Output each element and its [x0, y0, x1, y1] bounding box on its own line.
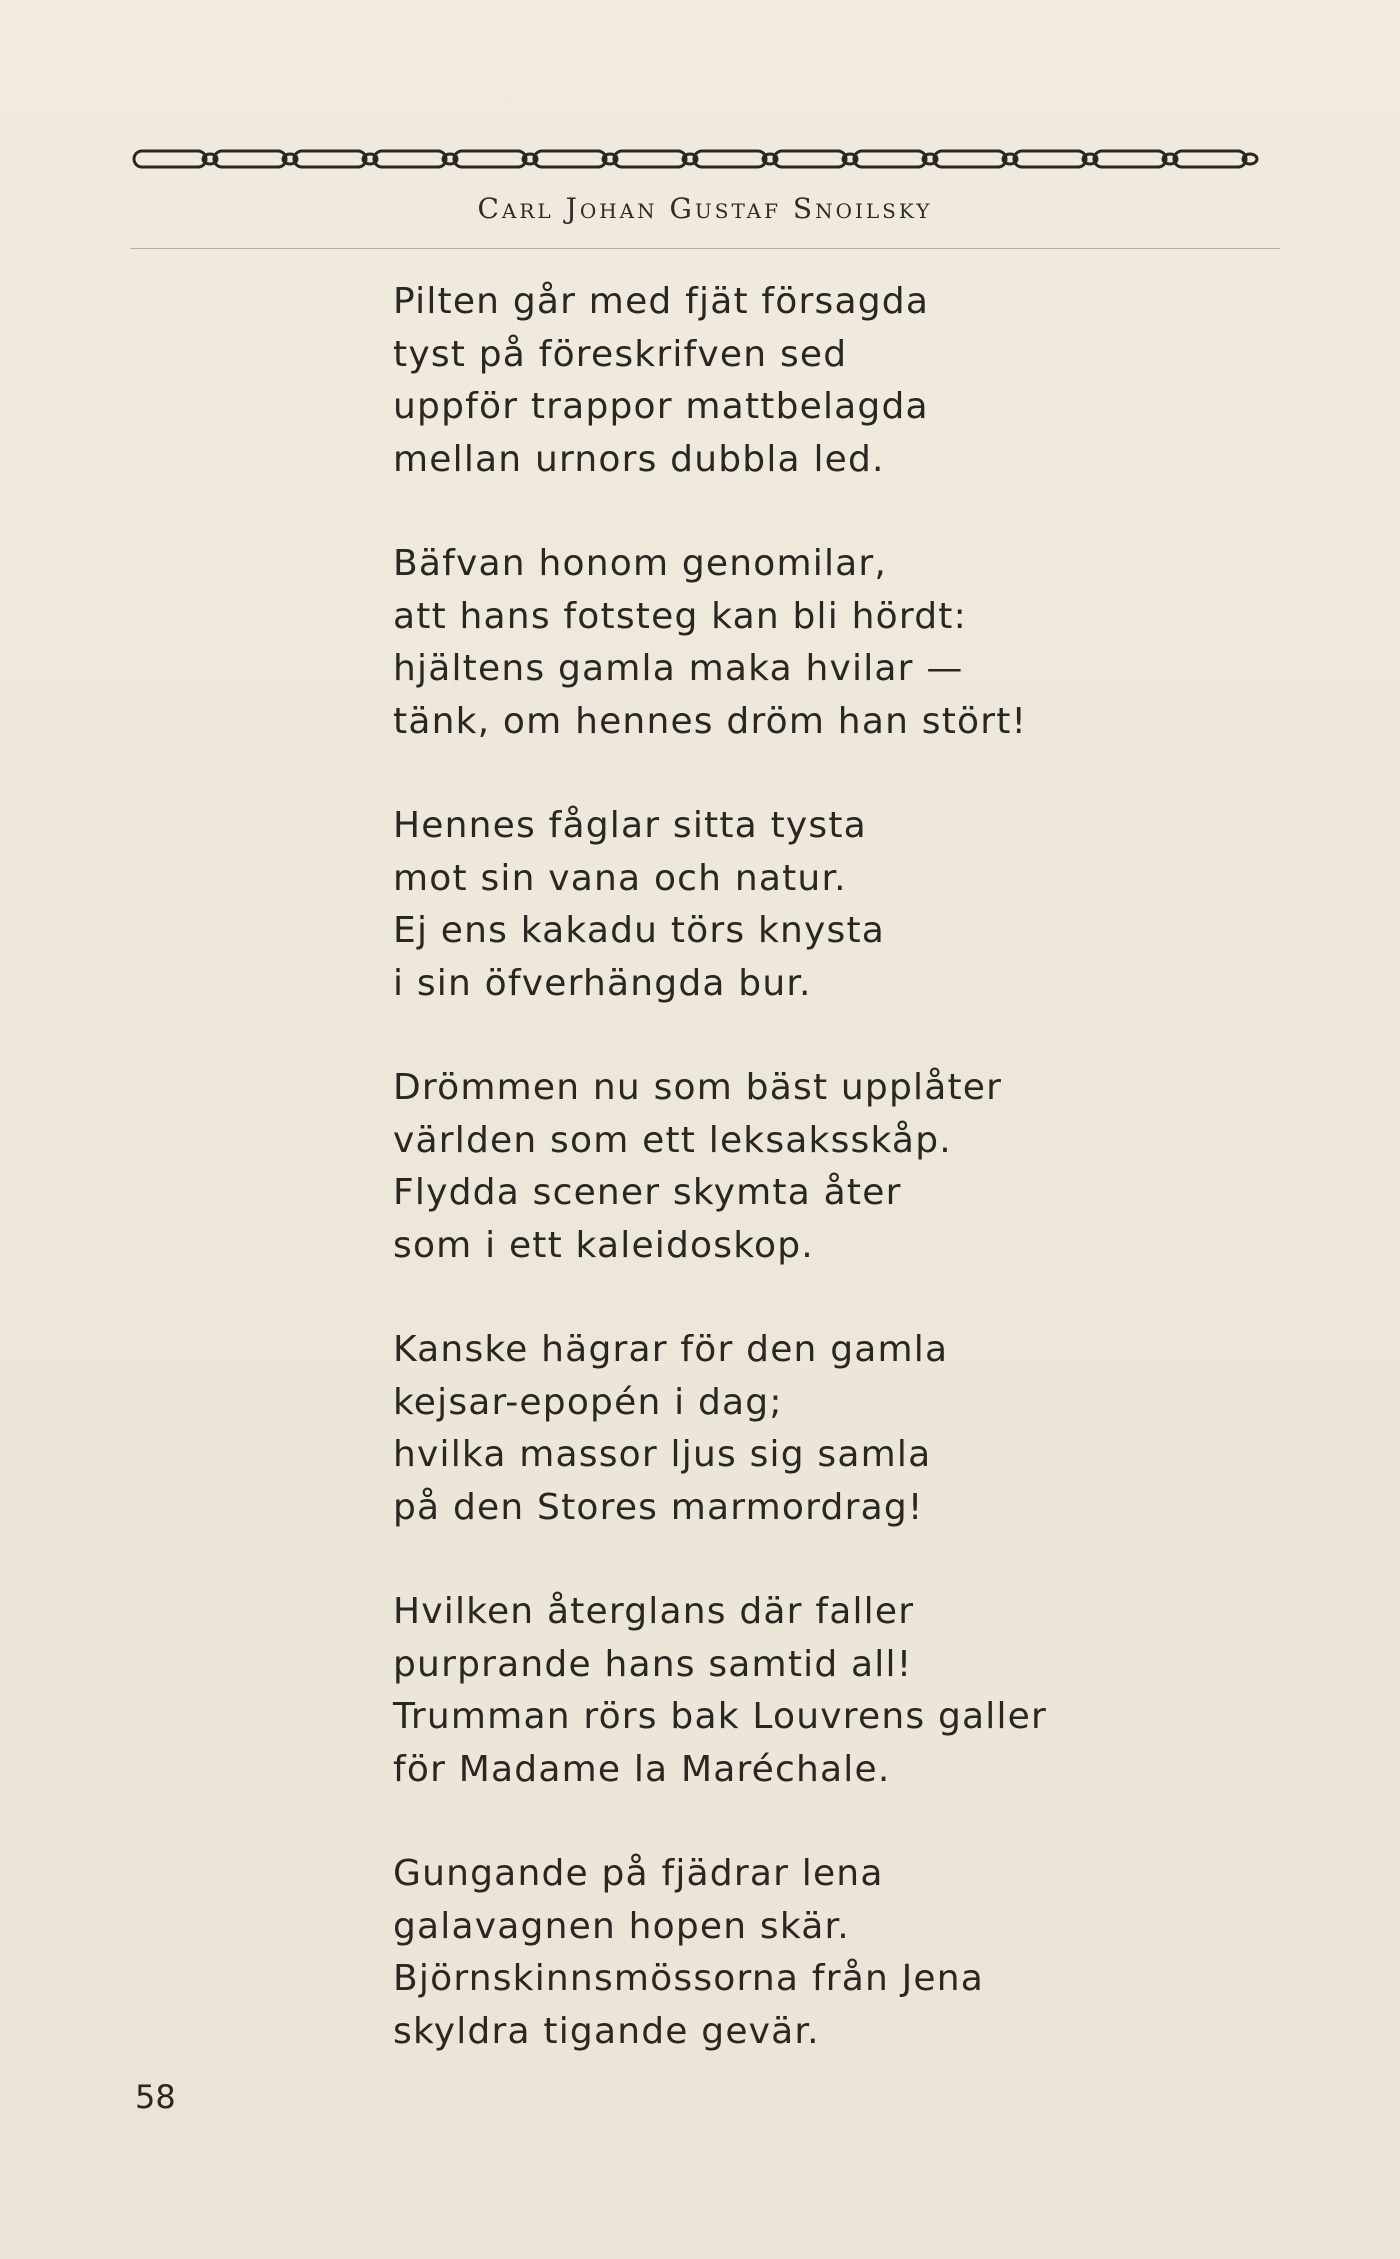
chain-ornament-border	[130, 144, 1280, 174]
verse-line: att hans fotsteg kan bli hördt:	[393, 595, 967, 637]
verse-line: Ej ens kakadu törs knysta	[393, 910, 886, 951]
verse-line: galavagnen hopen skär.	[393, 1905, 850, 1947]
header-divider	[130, 248, 1280, 249]
verse-line: mellan urnors dubbla led.	[393, 438, 885, 480]
chain-link	[774, 151, 846, 167]
verse-line: Bäfvan honom genomilar,	[393, 543, 888, 584]
chain-link	[854, 151, 926, 167]
verse-line: tyst på föreskrifven sed	[393, 333, 848, 375]
verse-line: skyldra tigande gevär.	[393, 2010, 820, 2052]
verse-line: hjältens gamla maka hvilar —	[393, 648, 964, 689]
verse-line: Gungande på fjädrar lena	[393, 1853, 884, 1894]
verse-line: i sin öfverhängda bur.	[393, 962, 812, 1004]
verse-line: kejsar-epopén i dag;	[393, 1381, 783, 1423]
chain-link	[374, 151, 446, 167]
chain-link	[454, 151, 526, 167]
verse-line: hvilka massor ljus sig samla	[393, 1434, 932, 1475]
running-head: Carl Johan Gustaf Snoilsky	[477, 192, 933, 225]
chain-link	[294, 151, 366, 167]
verse-line: Pilten går med fjät försagda	[393, 281, 930, 322]
stanza	[393, 1062, 1293, 1272]
verse-line: Trumman rörs bak Louvrens galler	[393, 1696, 1048, 1737]
page-number: 58	[135, 2078, 176, 2116]
chain-link	[694, 151, 766, 167]
verse-line: Drömmen nu som bäst upplåter	[393, 1067, 1003, 1108]
verse-line: mot sin vana och natur.	[393, 857, 847, 899]
stanza	[393, 1848, 1293, 2058]
stanza	[393, 276, 1293, 486]
verse-line: för Madame la Maréchale.	[393, 1748, 891, 1790]
verse-line: världen som ett leksaksskåp.	[393, 1119, 952, 1161]
stanza	[393, 1324, 1293, 1534]
chain-link	[534, 151, 606, 167]
verse-line: som i ett kaleidoskop.	[393, 1224, 814, 1266]
verse-line: Flydda scener skymta åter	[393, 1172, 902, 1213]
chain-link	[1174, 151, 1246, 167]
verse-line: uppför trappor mattbelagda	[393, 386, 929, 427]
chain-link	[614, 151, 686, 167]
stanza	[393, 1586, 1293, 1796]
verse-line: Björnskinnsmössorna från Jena	[393, 1958, 985, 1999]
verse-line: tänk, om hennes dröm han stört!	[393, 700, 1028, 742]
stanza	[393, 538, 1293, 748]
chain-link	[1014, 151, 1086, 167]
verse-line: på den Stores marmordrag!	[393, 1486, 924, 1528]
stanza	[393, 800, 1293, 1010]
verse-line: Kanske hägrar för den gamla	[393, 1329, 949, 1370]
chain-link	[214, 151, 286, 167]
chain-link	[134, 151, 206, 167]
verse-line: Hvilken återglans där faller	[393, 1591, 915, 1632]
verse-line: purprande hans samtid all!	[393, 1643, 913, 1685]
chain-link	[1094, 151, 1166, 167]
chain-link	[934, 151, 1006, 167]
poem-body	[393, 276, 1293, 2110]
verse-line: Hennes fåglar sitta tysta	[393, 805, 867, 846]
